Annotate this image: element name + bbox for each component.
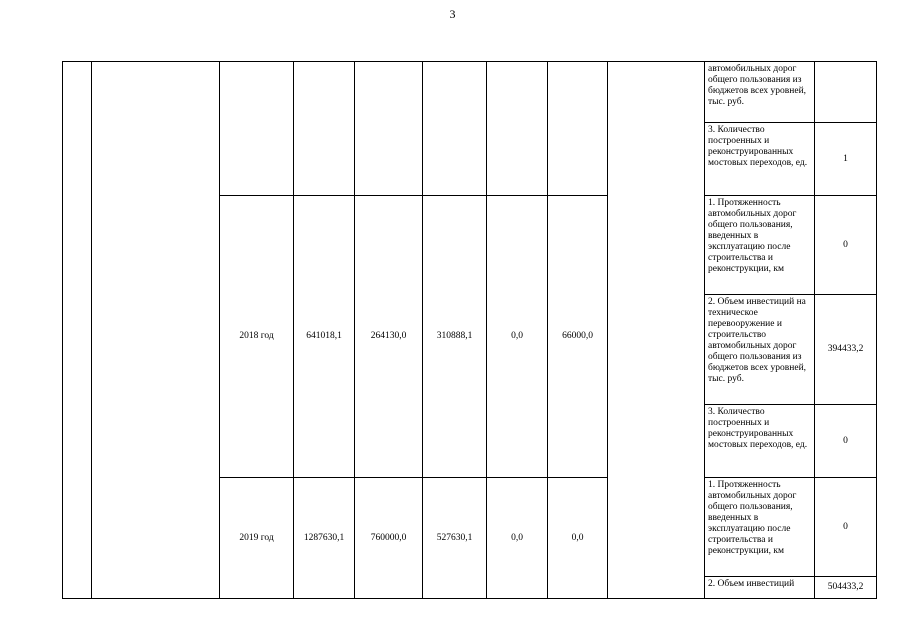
value-cell-other: 0,0	[548, 478, 608, 599]
name-cell	[92, 62, 220, 599]
number-cell	[63, 62, 92, 599]
program-table	[62, 61, 877, 599]
page-number: 3	[449, 7, 456, 21]
indicator-value: 0	[815, 196, 877, 295]
year-cell: 2019 год	[220, 478, 294, 599]
indicator-text: 2. Объем инвестиций на техническое перевооружение и строительство автомобильных дорог общего пользования из бюджетов всех уровней, тыс. руб.	[705, 295, 815, 405]
indicator-value: 0	[815, 478, 877, 577]
executor-cell	[608, 62, 705, 599]
value-cell-other	[548, 62, 608, 196]
value-cell-federal	[355, 62, 423, 196]
indicator-value	[815, 62, 877, 123]
table-row	[63, 62, 877, 123]
year-cell-continued	[220, 62, 294, 196]
value-cell-local: 0,0	[487, 196, 548, 478]
indicator-value: 504433,2	[815, 577, 877, 599]
indicator-text: 3. Количество построенных и реконструированных мостовых переходов, ед.	[705, 123, 815, 196]
value-cell-federal: 264130,0	[355, 196, 423, 478]
indicator-value: 1	[815, 123, 877, 196]
year-cell: 2018 год	[220, 196, 294, 478]
indicator-text: 1. Протяженность автомобильных дорог общего пользования, введенных в эксплуатацию после строительства и реконструкции, км	[705, 478, 815, 577]
value-cell-regional: 310888,1	[423, 196, 487, 478]
indicator-value: 394433,2	[815, 295, 877, 405]
indicator-text: 3. Количество построенных и реконструированных мостовых переходов, ед.	[705, 405, 815, 478]
indicator-text: автомобильных дорог общего пользования из бюджетов всех уровней, тыс. руб.	[705, 62, 815, 123]
indicator-text: 2. Объем инвестиций	[705, 577, 815, 599]
value-cell-regional	[423, 62, 487, 196]
value-cell-regional: 527630,1	[423, 478, 487, 599]
value-cell-other: 66000,0	[548, 196, 608, 478]
value-cell-local	[487, 62, 548, 196]
value-cell-total: 1287630,1	[294, 478, 355, 599]
value-cell-federal: 760000,0	[355, 478, 423, 599]
value-cell-total: 641018,1	[294, 196, 355, 478]
value-cell-total	[294, 62, 355, 196]
value-cell-local: 0,0	[487, 478, 548, 599]
indicator-text: 1. Протяженность автомобильных дорог общего пользования, введенных в эксплуатацию после строительства и реконструкции, км	[705, 196, 815, 295]
indicator-value: 0	[815, 405, 877, 478]
